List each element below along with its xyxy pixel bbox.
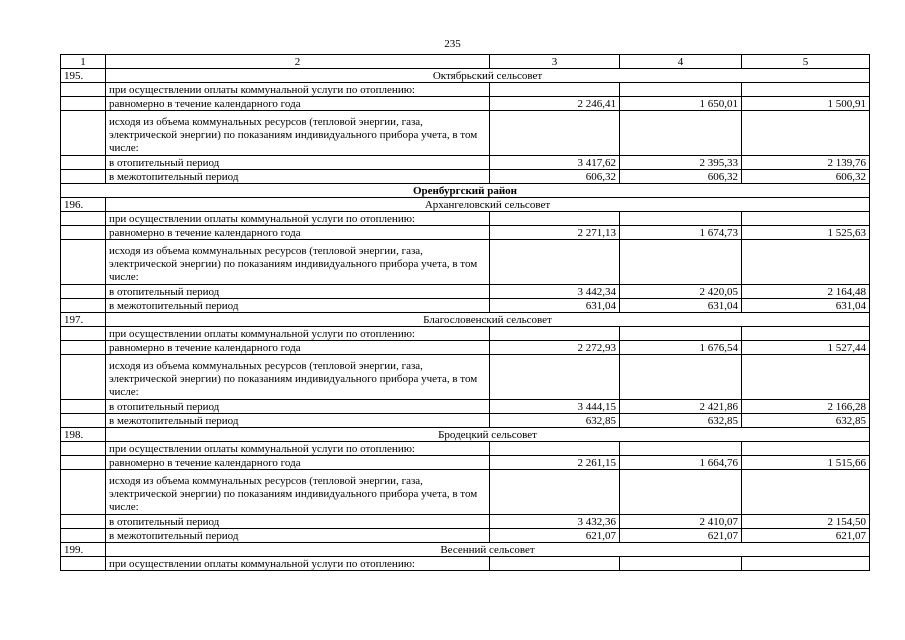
empty-cell [620, 557, 742, 571]
empty-cell [61, 226, 106, 240]
row-label: в отопительный период [106, 285, 490, 299]
value-cell-col5: 621,07 [742, 529, 870, 543]
empty-cell [620, 327, 742, 341]
row-label: исходя из объема коммунальных ресурсов (тепловой энергии, газа, электрической энергии) по показаниям индивидуального прибора учета, в том числе: [106, 111, 490, 156]
empty-cell [742, 212, 870, 226]
value-row [61, 299, 870, 313]
label-row [61, 557, 870, 571]
value-cell-col3: 2 246,41 [490, 97, 620, 111]
value-row [61, 170, 870, 184]
empty-cell [61, 285, 106, 299]
row-number: 196. [61, 198, 106, 212]
empty-cell [490, 557, 620, 571]
value-row [61, 529, 870, 543]
column-header: 4 [620, 55, 742, 69]
value-row [61, 97, 870, 111]
value-cell-col5: 1 525,63 [742, 226, 870, 240]
empty-cell [742, 111, 870, 156]
settlement-name: Весенний сельсовет [106, 543, 870, 557]
table-body [61, 69, 870, 571]
row-label: в отопительный период [106, 400, 490, 414]
value-cell-col4: 2 410,07 [620, 515, 742, 529]
row-label: в межотопительный период [106, 299, 490, 313]
value-cell-col5: 2 166,28 [742, 400, 870, 414]
label-row [61, 327, 870, 341]
label-row [61, 355, 870, 400]
value-cell-col5: 2 154,50 [742, 515, 870, 529]
value-row [61, 400, 870, 414]
settlement-name: Архангеловский сельсовет [106, 198, 870, 212]
value-row [61, 456, 870, 470]
empty-cell [742, 470, 870, 515]
empty-cell [61, 529, 106, 543]
empty-cell [61, 557, 106, 571]
row-label: при осуществлении оплаты коммунальной услуги по отоплению: [106, 83, 490, 97]
column-header: 3 [490, 55, 620, 69]
row-label: в отопительный период [106, 156, 490, 170]
value-cell-col4: 606,32 [620, 170, 742, 184]
settlement-name: Благословенский сельсовет [106, 313, 870, 327]
empty-cell [742, 442, 870, 456]
row-label: исходя из объема коммунальных ресурсов (тепловой энергии, газа, электрической энергии) по показаниям индивидуального прибора учета, в том числе: [106, 470, 490, 515]
label-row [61, 442, 870, 456]
value-cell-col3: 621,07 [490, 529, 620, 543]
empty-cell [620, 442, 742, 456]
value-cell-col5: 1 515,66 [742, 456, 870, 470]
empty-cell [742, 355, 870, 400]
column-header: 2 [106, 55, 490, 69]
empty-cell [490, 355, 620, 400]
empty-cell [61, 355, 106, 400]
row-number: 198. [61, 428, 106, 442]
empty-cell [490, 327, 620, 341]
empty-cell [490, 111, 620, 156]
value-cell-col4: 2 421,86 [620, 400, 742, 414]
value-cell-col3: 2 261,15 [490, 456, 620, 470]
empty-cell [490, 240, 620, 285]
row-label: исходя из объема коммунальных ресурсов (тепловой энергии, газа, электрической энергии) по показаниям индивидуального прибора учета, в том числе: [106, 240, 490, 285]
row-number: 195. [61, 69, 106, 83]
empty-cell [61, 341, 106, 355]
value-cell-col3: 3 444,15 [490, 400, 620, 414]
label-row [61, 111, 870, 156]
row-label: равномерно в течение календарного года [106, 456, 490, 470]
section-row [61, 428, 870, 442]
empty-cell [61, 414, 106, 428]
row-label: в межотопительный период [106, 414, 490, 428]
empty-cell [61, 299, 106, 313]
empty-cell [620, 83, 742, 97]
district-name: Оренбургский район [61, 184, 870, 198]
value-cell-col3: 3 442,34 [490, 285, 620, 299]
value-cell-col3: 2 272,93 [490, 341, 620, 355]
label-row [61, 83, 870, 97]
row-label: в межотопительный период [106, 529, 490, 543]
value-cell-col4: 631,04 [620, 299, 742, 313]
empty-cell [61, 400, 106, 414]
settlement-name: Бродецкий сельсовет [106, 428, 870, 442]
column-header-row [61, 55, 870, 69]
section-row [61, 198, 870, 212]
column-header: 1 [61, 55, 106, 69]
empty-cell [620, 240, 742, 285]
value-cell-col5: 632,85 [742, 414, 870, 428]
value-cell-col4: 621,07 [620, 529, 742, 543]
row-label: при осуществлении оплаты коммунальной услуги по отоплению: [106, 442, 490, 456]
value-cell-col3: 3 417,62 [490, 156, 620, 170]
value-cell-col5: 2 139,76 [742, 156, 870, 170]
district-row [61, 184, 870, 198]
value-cell-col3: 632,85 [490, 414, 620, 428]
section-row [61, 313, 870, 327]
value-cell-col3: 631,04 [490, 299, 620, 313]
row-label: при осуществлении оплаты коммунальной услуги по отоплению: [106, 557, 490, 571]
empty-cell [61, 442, 106, 456]
value-row [61, 156, 870, 170]
empty-cell [620, 355, 742, 400]
empty-cell [620, 470, 742, 515]
section-row [61, 543, 870, 557]
value-cell-col4: 1 676,54 [620, 341, 742, 355]
empty-cell [490, 442, 620, 456]
empty-cell [61, 515, 106, 529]
value-cell-col3: 3 432,36 [490, 515, 620, 529]
page-number: 235 [444, 38, 461, 50]
row-number: 197. [61, 313, 106, 327]
value-cell-col4: 1 650,01 [620, 97, 742, 111]
empty-cell [61, 97, 106, 111]
value-row [61, 414, 870, 428]
empty-cell [742, 557, 870, 571]
value-cell-col3: 2 271,13 [490, 226, 620, 240]
empty-cell [61, 470, 106, 515]
empty-cell [61, 240, 106, 285]
empty-cell [61, 111, 106, 156]
row-label: при осуществлении оплаты коммунальной услуги по отоплению: [106, 327, 490, 341]
empty-cell [61, 156, 106, 170]
empty-cell [742, 327, 870, 341]
value-row [61, 515, 870, 529]
value-cell-col3: 606,32 [490, 170, 620, 184]
row-label: равномерно в течение календарного года [106, 226, 490, 240]
value-row [61, 285, 870, 299]
value-cell-col5: 2 164,48 [742, 285, 870, 299]
row-label: равномерно в течение календарного года [106, 341, 490, 355]
value-cell-col4: 632,85 [620, 414, 742, 428]
label-row [61, 240, 870, 285]
settlement-name: Октябрьский сельсовет [106, 69, 870, 83]
value-row [61, 341, 870, 355]
label-row [61, 470, 870, 515]
empty-cell [620, 111, 742, 156]
value-row [61, 226, 870, 240]
value-cell-col5: 631,04 [742, 299, 870, 313]
empty-cell [61, 170, 106, 184]
value-cell-col4: 2 395,33 [620, 156, 742, 170]
row-label: при осуществлении оплаты коммунальной услуги по отоплению: [106, 212, 490, 226]
empty-cell [742, 83, 870, 97]
value-cell-col5: 606,32 [742, 170, 870, 184]
empty-cell [490, 470, 620, 515]
label-row [61, 212, 870, 226]
value-cell-col5: 1 527,44 [742, 341, 870, 355]
section-row [61, 69, 870, 83]
value-cell-col4: 1 674,73 [620, 226, 742, 240]
empty-cell [61, 212, 106, 226]
value-cell-col4: 2 420,05 [620, 285, 742, 299]
empty-cell [490, 212, 620, 226]
empty-cell [620, 212, 742, 226]
row-label: исходя из объема коммунальных ресурсов (тепловой энергии, газа, электрической энергии) по показаниям индивидуального прибора учета, в том числе: [106, 355, 490, 400]
empty-cell [61, 456, 106, 470]
value-cell-col5: 1 500,91 [742, 97, 870, 111]
row-number: 199. [61, 543, 106, 557]
empty-cell [742, 240, 870, 285]
column-header: 5 [742, 55, 870, 69]
tariff-table [60, 54, 870, 571]
row-label: в межотопительный период [106, 170, 490, 184]
value-cell-col4: 1 664,76 [620, 456, 742, 470]
empty-cell [61, 327, 106, 341]
row-label: в отопительный период [106, 515, 490, 529]
row-label: равномерно в течение календарного года [106, 97, 490, 111]
empty-cell [61, 83, 106, 97]
empty-cell [490, 83, 620, 97]
